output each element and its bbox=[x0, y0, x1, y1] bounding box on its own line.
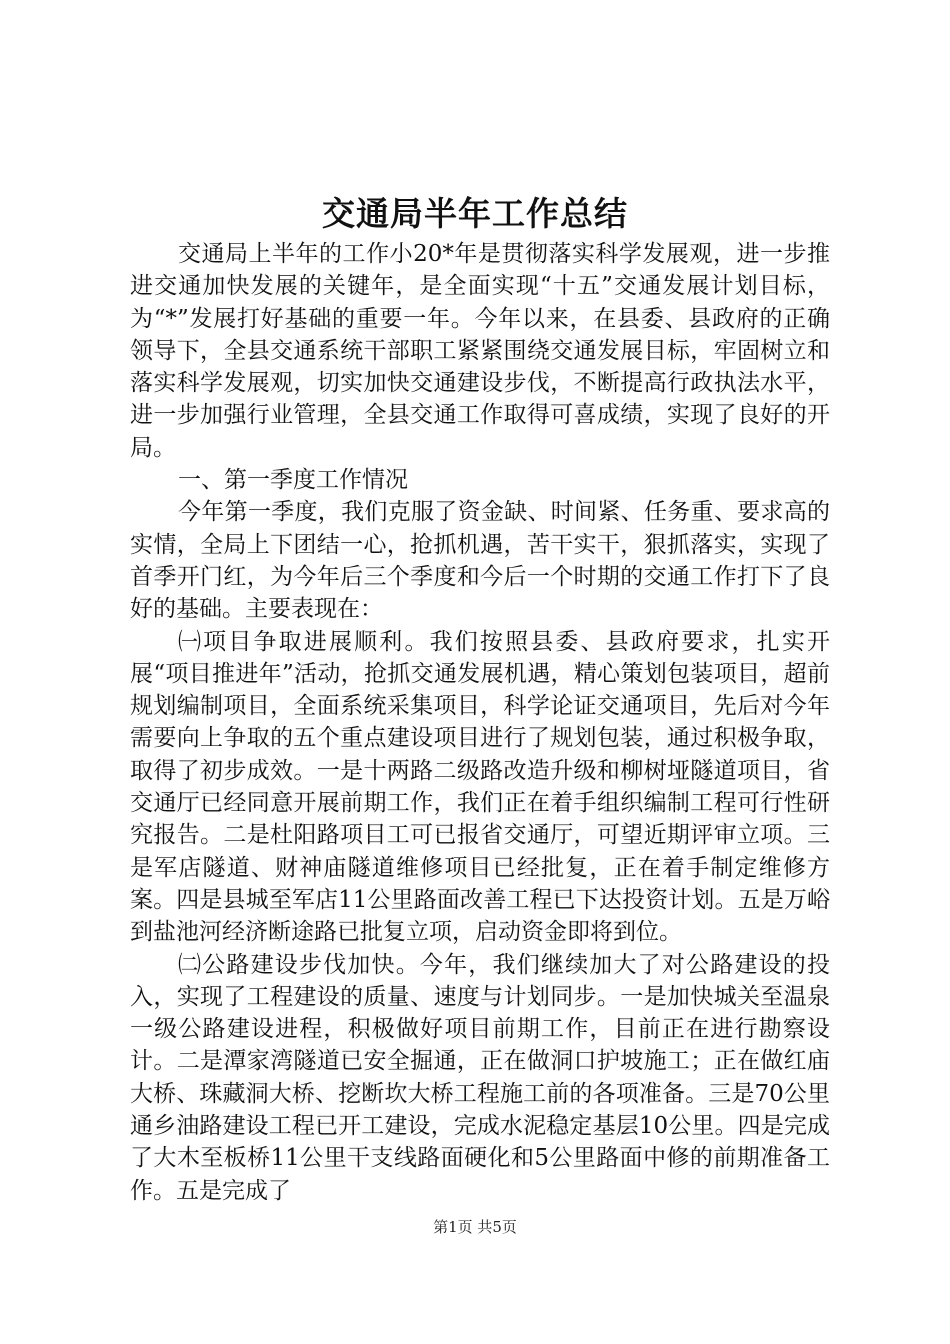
paragraph-q1: 今年第一季度，我们克服了资金缺、时间紧、任务重、要求高的实情，全局上下团结一心，抢抓机遇，苦干实干，狠抓落实，实现了首季开门红，为今年后三个季度和今后一个时期的交通工作打下了良好的基础。主要表现在： bbox=[130, 499, 830, 623]
page-footer: 第1页 共5页 bbox=[433, 1218, 517, 1236]
section-heading: 一、第一季度工作情况 bbox=[178, 467, 408, 494]
paragraph-intro: 交通局上半年的工作小20*年是贯彻落实科学发展观，进一步推进交通加快发展的关键年，是全面实现“十五”交通发展计划目标，为“*”发展打好基础的重要一年。今年以来，在县委、县政府的正确领导下，全县交通系统干部职工紧紧围绕交通发展目标，牢固树立和落实科学发展观，切实加快交通建设步伐，不断提高行政执法水平，进一步加强行业管理，全县交通工作取得可喜成绩，实现了良好的开局。 bbox=[130, 241, 830, 461]
document-title: 交通局半年工作总结 bbox=[322, 194, 628, 233]
paragraph-projects: ㈠项目争取进展顺利。我们按照县委、县政府要求，扎实开展“项目推进年”活动，抢抓交通发展机遇，精心策划包装项目，超前规划编制项目，全面系统采集项目，科学论证交通项目，先后对今年需要向上争取的五个重点建设项目进行了规划包装，通过积极争取，取得了初步成效。一是十两路二级路改造升级和柳树垭隧道项目，省交通厅已经同意开展前期工作，我们正在着手组织编制工程可行性研究报告。二是杜阳路项目工可已报省交通厅，可望近期评审立项。三是军店隧道、财神庙隧道维修项目已经批复，正在着手制定维修方案。四是县城至军店11公里路面改善工程已下达投资计划。五是万峪到盐池河经济断途路已批复立项，启动资金即将到位。 bbox=[130, 628, 830, 946]
paragraph-roads: ㈡公路建设步伐加快。今年，我们继续加大了对公路建设的投入，实现了工程建设的质量、速度与计划同步。一是加快城关至温泉一级公路建设进程，积极做好项目前期工作，目前正在进行勘察设计。二是潭家湾隧道已安全掘通，正在做洞口护坡施工；正在做红庙大桥、珠藏洞大桥、挖断坎大桥工程施工前的各项准备。三是70公里通乡油路建设工程已开工建设，完成水泥稳定基层10公里。四是完成了大木至板桥11公里干支线路面硬化和5公里路面中修的前期准备工作。五是完成了 bbox=[130, 951, 830, 1204]
document-body bbox=[130, 238, 830, 1207]
